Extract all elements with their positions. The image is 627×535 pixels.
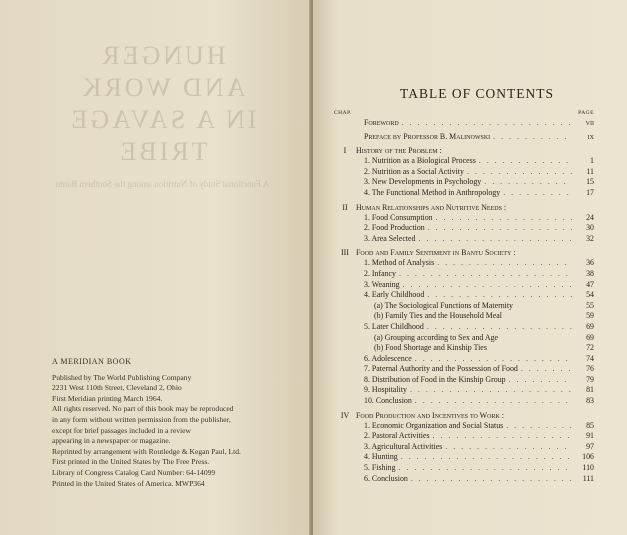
toc-entry-page: 54 <box>586 290 594 300</box>
leader-dots <box>430 431 572 442</box>
toc-entry-text: (a) Grouping according to Sex and Age <box>374 332 499 342</box>
toc-entry-text: 1. Method of Analysis <box>364 258 435 268</box>
imprint-lines <box>52 373 302 490</box>
toc-entry-page: 97 <box>586 441 594 451</box>
toc-entry <box>334 290 594 301</box>
toc-entry-page: vii <box>585 118 594 127</box>
toc-entry-page: ix <box>587 131 594 141</box>
toc-entry-text: 3. Agricultural Activities <box>364 441 443 451</box>
toc-subentry <box>334 343 594 354</box>
part-title: Food and Family Sentiment in Bantu Society : <box>356 248 516 258</box>
toc-entry-text: 2. Food Production <box>364 223 425 233</box>
toc-entry-text: 3. Area Selected <box>364 233 416 243</box>
toc-entry-page: 69 <box>586 332 594 342</box>
leader-dots <box>464 167 572 178</box>
imprint-line: All rights reserved. No part of this book may be reproduced <box>52 404 234 414</box>
leader-dots <box>434 258 572 269</box>
part-numeral: IV <box>340 410 350 420</box>
leader-dots <box>476 156 572 167</box>
toc-entry <box>334 213 594 224</box>
toc-entry <box>334 156 594 167</box>
leader-dots <box>500 188 572 199</box>
toc-subentry <box>334 301 594 312</box>
toc-entry <box>334 177 594 188</box>
imprint-line: Library of Congress Catalog Card Number: 64-14099 <box>52 467 216 477</box>
leader-dots <box>442 442 572 453</box>
toc-entry-page: 24 <box>586 212 594 222</box>
toc-entry-text: 7. Paternal Authority and the Possession of Food <box>364 364 518 374</box>
leader-dots <box>503 421 572 432</box>
toc-entry <box>334 167 594 178</box>
toc-subentry <box>334 311 594 322</box>
toc-entry <box>334 396 594 407</box>
toc-entry <box>334 322 594 333</box>
toc-entry-page: 36 <box>586 258 594 268</box>
toc-entry-page: 106 <box>582 452 594 462</box>
toc-column-headers <box>334 108 594 118</box>
part-title: Human Relationships and Nutritive Needs : <box>356 202 507 212</box>
toc-entry-text: 8. Distribution of Food in the Kinship Group <box>364 374 506 384</box>
leader-dots <box>481 177 572 188</box>
toc-entry-page: 110 <box>582 463 594 473</box>
toc-entry <box>334 421 594 432</box>
toc-entry-text: (b) Family Ties and the Household Meal <box>374 311 502 321</box>
toc-entry-page: 85 <box>586 420 594 430</box>
toc-entry-page: 59 <box>586 311 594 321</box>
toc-entry <box>334 442 594 453</box>
table-of-contents <box>334 86 594 487</box>
toc-entry-text: 1. Economic Organization and Social Status <box>364 420 504 430</box>
toc-front-entry <box>334 132 594 143</box>
leader-dots <box>424 322 572 333</box>
toc-entry-text: 2. Infancy <box>364 268 396 278</box>
leader-dots <box>408 474 572 485</box>
toc-entry-text: 9. Hospitality <box>364 385 407 395</box>
toc-entry <box>334 463 594 474</box>
toc-entry-text: 4. Hunting <box>364 452 398 462</box>
imprint-line: Printed in the United States of America. MWP364 <box>52 478 205 488</box>
toc-entry-text: 6. Conclusion <box>364 473 408 483</box>
leader-dots <box>412 354 572 365</box>
ghost-title-line: AND WORK <box>79 73 246 102</box>
ghost-title-line: IN A SAVAGE TRIBE <box>68 105 257 166</box>
toc-entry-text: 3. Weaning <box>364 279 400 289</box>
toc-entry-text: 3. New Developments in Psychology <box>364 177 482 187</box>
imprint-line: First printed in the United States by The Free Press. <box>52 457 210 467</box>
leader-dots <box>400 280 572 291</box>
left-page <box>0 0 312 535</box>
toc-entry-page: 38 <box>586 268 594 278</box>
toc-part-heading <box>334 145 594 156</box>
part-numeral: II <box>342 202 348 212</box>
ghost-title-line: HUNGER <box>99 41 226 70</box>
toc-entry-page: 74 <box>586 353 594 363</box>
toc-entry <box>334 258 594 269</box>
toc-entry-text: 4. Early Childhood <box>364 290 425 300</box>
toc-entry-page: 91 <box>586 431 594 441</box>
toc-title: TABLE OF CONTENTS <box>400 86 554 101</box>
toc-entry-text: 4. The Functional Method in Anthropology <box>364 187 501 197</box>
imprint-line: in any form without written permission from the publisher, <box>52 414 231 424</box>
toc-entry-text: (a) The Sociological Functions of Maternity <box>374 300 514 310</box>
toc-entry-page: 76 <box>586 364 594 374</box>
toc-entry <box>334 280 594 291</box>
toc-entry <box>334 431 594 442</box>
toc-entry-page: 17 <box>586 187 594 197</box>
toc-entry <box>334 364 594 375</box>
toc-entry-text: 5. Fishing <box>364 463 396 473</box>
toc-front-entry <box>334 118 594 129</box>
toc-entry-text: 10. Conclusion <box>364 396 412 406</box>
leader-dots <box>490 132 572 143</box>
toc-entry-page: 32 <box>586 233 594 243</box>
toc-entry <box>334 223 594 234</box>
ghost-subtitle: A Functional Study of Nutrition among the Southern Bantu <box>55 179 270 189</box>
leader-dots <box>407 385 572 396</box>
toc-entry-page: 72 <box>586 343 594 353</box>
toc-entry <box>334 234 594 245</box>
leader-dots <box>518 364 572 375</box>
toc-entry <box>334 474 594 485</box>
leader-dots <box>424 290 572 301</box>
part-title: Food Production and Incentives to Work : <box>356 410 504 420</box>
leader-dots <box>396 269 572 280</box>
toc-entry-page: 83 <box>586 396 594 406</box>
toc-entry-page: 81 <box>586 385 594 395</box>
imprint-line: Reprinted by arrangement with Routledge & Kegan Paul, Ltd. <box>52 446 241 456</box>
toc-entry-text: (b) Food Shortage and Kinship Ties <box>374 343 487 353</box>
spacer <box>334 484 594 487</box>
toc-entry-text: 6. Adolescence <box>364 353 412 363</box>
part-numeral: III <box>341 248 349 258</box>
toc-entry <box>334 188 594 199</box>
toc-entry-text: Preface by Professor B. Malinowski <box>364 131 491 141</box>
toc-entry <box>334 354 594 365</box>
toc-part-heading <box>334 247 594 258</box>
chap-label: CHAP. <box>334 110 352 116</box>
imprint-line: appearing in a newspaper or magazine. <box>52 436 171 446</box>
toc-entry-text: 2. Nutrition as a Social Activity <box>364 166 464 176</box>
toc-part-heading <box>334 410 594 421</box>
part-numeral: I <box>343 146 347 156</box>
page-label: PAGE <box>578 110 594 116</box>
show-through-title <box>30 40 295 191</box>
imprint-line: 2231 West 110th Street, Cleveland 2, Ohio <box>52 383 182 393</box>
toc-entry-page: 55 <box>586 300 594 310</box>
leader-dots <box>425 223 572 234</box>
toc-subentry <box>334 333 594 344</box>
imprint-line: Published by The World Publishing Company <box>52 372 192 382</box>
leader-dots <box>396 463 572 474</box>
leader-dots <box>412 396 572 407</box>
toc-entry-page: 47 <box>586 279 594 289</box>
toc-entry-page: 69 <box>586 321 594 331</box>
toc-entry-text: 5. Later Childhood <box>364 321 424 331</box>
leader-dots <box>433 213 572 224</box>
toc-entry <box>334 269 594 280</box>
imprint-heading: A MERIDIAN BOOK <box>52 357 132 366</box>
copyright-imprint <box>52 357 302 489</box>
toc-entry-page: 79 <box>586 374 594 384</box>
toc-entry-page: 30 <box>586 223 594 233</box>
toc-part-heading <box>334 202 594 213</box>
leader-dots <box>399 118 572 129</box>
toc-entry-page: 11 <box>586 166 594 176</box>
toc-entry <box>334 452 594 463</box>
leader-dots <box>506 375 572 386</box>
leader-dots <box>398 452 572 463</box>
toc-entry-page: 111 <box>582 473 594 483</box>
imprint-line: First Meridian printing March 1964. <box>52 393 163 403</box>
toc-entry-text: 1. Food Consumption <box>364 212 433 222</box>
toc-entry-text: 2. Pastoral Activities <box>364 431 430 441</box>
imprint-line: except for brief passages included in a review <box>52 425 191 435</box>
part-title: History of the Problem : <box>356 146 442 156</box>
leader-dots <box>416 234 573 245</box>
toc-entry-text: 1. Nutrition as a Biological Process <box>364 156 476 166</box>
toc-entry <box>334 375 594 386</box>
toc-entry-page: 15 <box>586 177 594 187</box>
toc-entry <box>334 385 594 396</box>
toc-entry-page: 1 <box>590 156 594 166</box>
toc-body <box>334 118 594 487</box>
toc-entry-text: Foreword <box>364 118 399 127</box>
